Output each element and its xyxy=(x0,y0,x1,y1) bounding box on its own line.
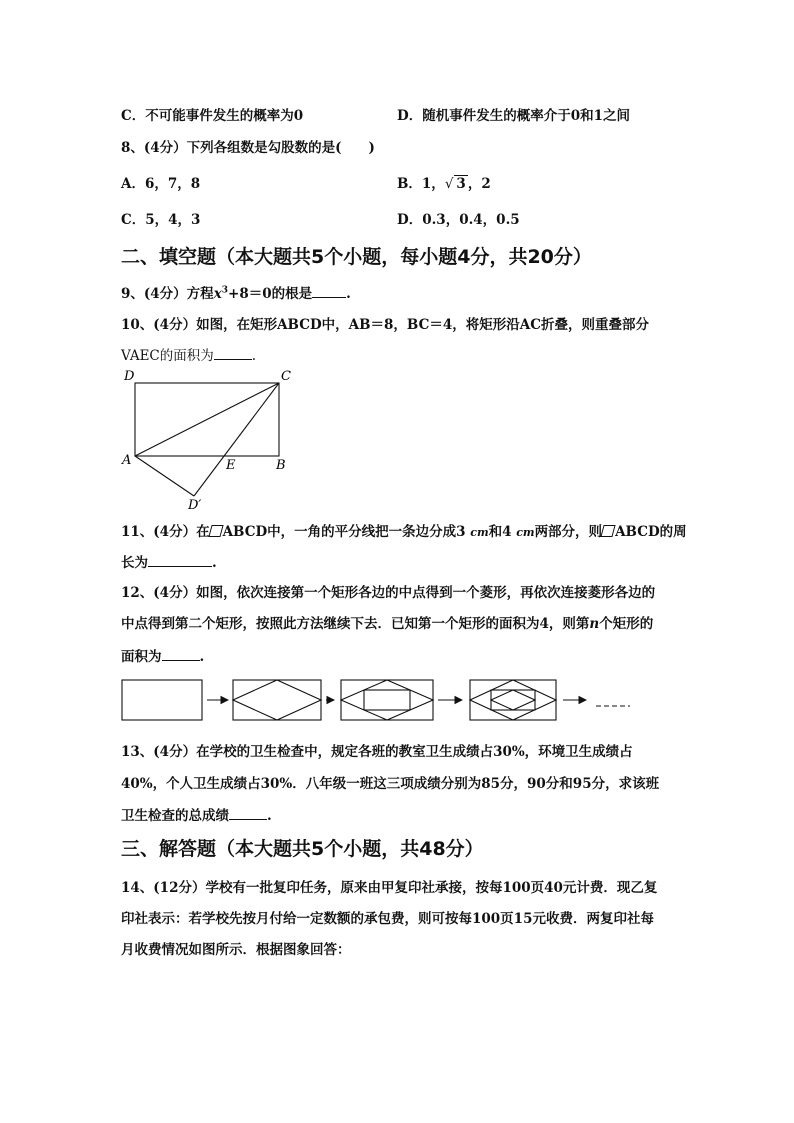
q12-answer-blank xyxy=(162,648,200,661)
inner-rectangle-3 xyxy=(364,690,410,710)
q7-option-d: D．随机事件发生的概率介于0和1之间 xyxy=(397,108,630,124)
q13-line-1: 13、(4分）在学校的卫生检查中，规定各班的教室卫生成绩占30%，环境卫生成绩占 xyxy=(121,744,633,760)
q13-line-2: 40%，个人卫生成绩占30%．八年级一班这三项成绩分别为85分，90分和95分，求该班 xyxy=(121,776,660,792)
q12-line-2 xyxy=(121,612,653,632)
label-d: D xyxy=(124,369,135,384)
q10-line-2-prefix: VAEC的面积为 xyxy=(121,348,214,364)
parallelogram-icon xyxy=(208,525,223,537)
q8-option-b-prefix: B．1， xyxy=(397,176,445,192)
q11-unit-2: cm xyxy=(516,526,535,539)
q10-line-2-end: . xyxy=(251,348,257,364)
q11-answer-blank xyxy=(148,554,212,567)
q10-figure xyxy=(118,366,308,514)
rhombus-3 xyxy=(341,680,433,720)
q8-option-d: D．0.3，0.4，0.5 xyxy=(397,212,520,228)
label-d-prime: D′ xyxy=(188,498,202,513)
q11-line-2-prefix: 长为 xyxy=(121,555,148,571)
label-b: B xyxy=(276,458,286,473)
q8-stem: 8、(4分）下列各组数是勾股数的是( ) xyxy=(121,140,375,156)
q9-end: . xyxy=(346,286,351,302)
q12-line-3-end: . xyxy=(199,649,205,665)
q11-prefix: 11、(4分）在 xyxy=(121,524,210,540)
q12-variable-n: n xyxy=(589,616,600,632)
q9-exponent: 3 xyxy=(221,285,229,296)
q14-line-2: 印社表示：若学校先按月付给一定数额的承包费，则可按每100页15元收费．两复印社每 xyxy=(121,911,654,927)
q8-option-b xyxy=(397,172,491,192)
q11-line-1 xyxy=(121,520,687,540)
q13-answer-blank xyxy=(229,807,267,820)
q9-variable: x xyxy=(213,286,222,302)
q11-unit-1: cm xyxy=(470,526,489,539)
q11-suffix: ABCD的周 xyxy=(615,524,687,540)
rhombus-4 xyxy=(470,680,556,720)
q8-option-c: C．5，4，3 xyxy=(121,212,201,228)
q11-line-2-end: . xyxy=(212,555,217,571)
q11-mid-1: ABCD中，一角的平分线把一条边分成3 xyxy=(222,524,466,540)
q12-line-3-prefix: 面积为 xyxy=(121,649,162,665)
parallelogram-icon xyxy=(600,525,615,537)
q11-mid-2: 和4 xyxy=(488,524,512,540)
sqrt-sign: √ xyxy=(444,176,454,192)
section-2-title: 二、填空题（本大题共5个小题，每小题4分，共20分） xyxy=(121,246,592,268)
q9-answer-blank xyxy=(312,285,346,298)
label-e: E xyxy=(226,458,236,473)
inner-rectangle-4 xyxy=(491,690,535,710)
rectangle-1 xyxy=(122,680,202,720)
label-c: C xyxy=(281,369,291,384)
q9 xyxy=(121,282,351,302)
rectangle-3 xyxy=(341,680,433,720)
q9-prefix: 9、(4分）方程 xyxy=(121,286,214,302)
diagonal-ac xyxy=(135,383,279,456)
q12-line-2-prefix: 中点得到第二个矩形，按照此方法继续下去．已知第一个矩形的面积为4，则第 xyxy=(121,616,590,632)
segment-ad-prime xyxy=(135,456,194,496)
q8-option-a: A．6，7，8 xyxy=(121,176,201,192)
q13-line-3-prefix: 卫生检查的总成绩 xyxy=(121,808,229,824)
inner-rhombus-4 xyxy=(491,690,535,710)
q10-line-2 xyxy=(121,344,256,364)
q14-line-1: 14、(12分）学校有一批复印任务，原来由甲复印社承接，按每100页40元计费．现乙复 xyxy=(121,880,658,896)
q11-line-2 xyxy=(121,551,217,571)
q7-option-c: C．不可能事件发生的概率为0 xyxy=(121,108,304,124)
q12-figure xyxy=(118,674,638,728)
q14-line-3: 月收费情况如图所示．根据图象回答： xyxy=(121,942,351,958)
q8-option-b-suffix: ，2 xyxy=(467,176,491,192)
rhombus-2 xyxy=(233,680,321,720)
q10-line-1: 10、(4分）如图，在矩形ABCD中，AB＝8，BC＝4，将矩形沿AC折叠，则重叠部分 xyxy=(121,317,649,333)
q12-line-2-suffix: 个矩形的 xyxy=(599,616,654,632)
q10-answer-blank xyxy=(214,347,252,360)
rectangle-4 xyxy=(470,680,556,720)
segment-d-prime-c xyxy=(194,383,279,496)
q11-mid-3: 两部分，则 xyxy=(534,524,603,540)
q13-line-3 xyxy=(121,804,272,824)
q8-option-b-radicand: 3 xyxy=(456,176,466,192)
q13-line-3-end: . xyxy=(267,808,272,824)
q12-line-3 xyxy=(121,645,204,665)
rectangle-2 xyxy=(233,680,321,720)
label-a: A xyxy=(122,453,132,468)
section-3-title: 三、解答题（本大题共5个小题，共48分） xyxy=(121,838,484,860)
q12-line-1: 12、(4分）如图，依次连接第一个矩形各边的中点得到一个菱形，再依次连接菱形各边的 xyxy=(121,585,656,601)
q9-suffix: +8＝0的根是 xyxy=(228,286,313,302)
